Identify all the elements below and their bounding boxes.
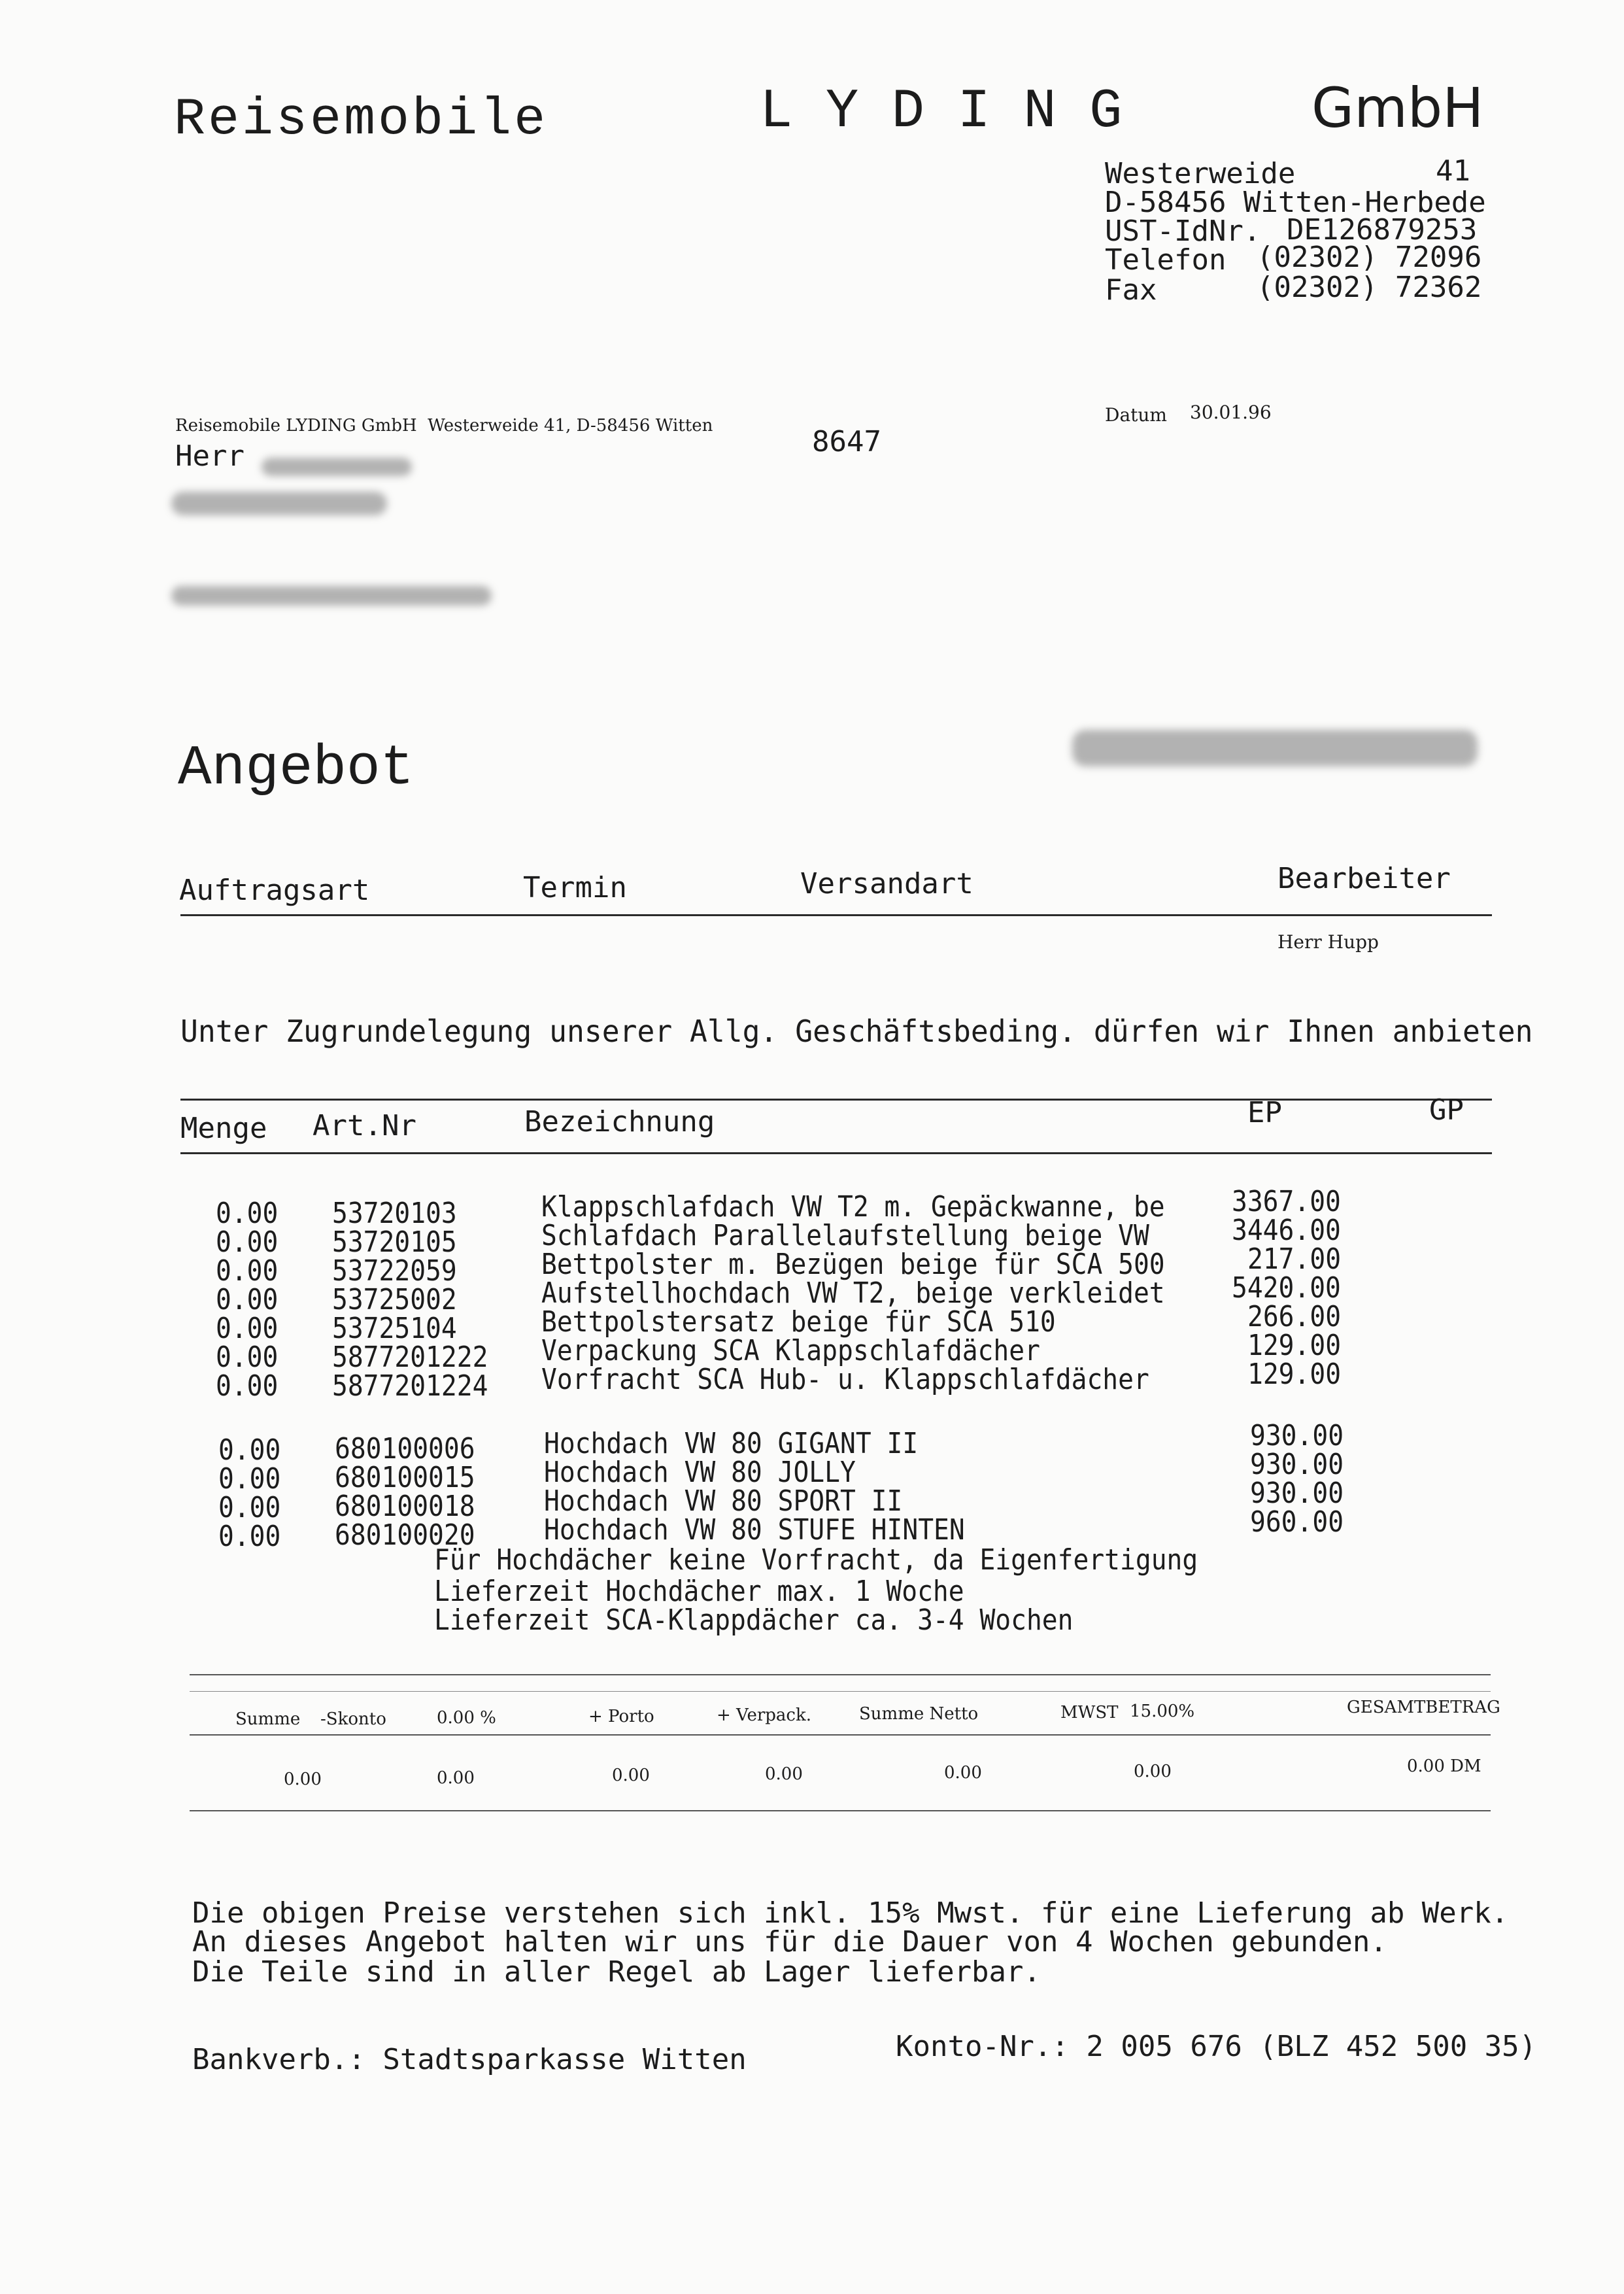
totals-netto-label: Summe Netto [859, 1704, 979, 1724]
company-name-left: Reisemobile [174, 90, 549, 150]
item-artnr: 680100020 [335, 1518, 475, 1552]
table-top-rule [180, 1099, 1492, 1101]
item-artnr: 5877201222 [332, 1341, 488, 1374]
item-ep: 960.00 [1250, 1505, 1344, 1539]
item-bezeichnung: Hochdach VW 80 JOLLY [544, 1456, 856, 1489]
header-versandart: Versandart [800, 867, 973, 900]
item-menge: 0.00 [216, 1369, 279, 1403]
item-menge: 0.00 [216, 1225, 279, 1259]
item-ep: 3367.00 [1232, 1185, 1341, 1218]
footer-line-2: An dieses Angebot halten wir uns für die Dauer von 4 Wochen gebunden. [192, 1925, 1387, 1959]
item-artnr: 53720105 [332, 1225, 457, 1259]
totals-mwst-label: MWST [1060, 1703, 1119, 1722]
date-value: 30.01.96 [1190, 402, 1272, 423]
table-row [216, 1369, 278, 1403]
item-ep: 930.00 [1250, 1477, 1344, 1510]
totals-skonto-percent: 0.00 % [437, 1708, 496, 1728]
redacted-recipient-name [262, 458, 412, 476]
fax-value: (02302) 72362 [1257, 271, 1482, 304]
redacted-recipient-city [171, 586, 492, 606]
item-ep: 3446.00 [1232, 1214, 1341, 1247]
header-bearbeiter: Bearbeiter [1277, 862, 1451, 895]
item-ep: 5420.00 [1232, 1271, 1341, 1305]
phone-label: Telefon [1105, 243, 1226, 277]
totals-mid-rule [190, 1691, 1491, 1692]
item-ep: 129.00 [1247, 1358, 1342, 1391]
col-gp: GP [1429, 1093, 1464, 1127]
sender-line: Reisemobile LYDING GmbH Westerweide 41, D-58456 Witten [175, 416, 713, 436]
company-name-center: L Y D I N G [760, 81, 1123, 143]
item-ep: 930.00 [1250, 1419, 1344, 1452]
item-menge: 0.00 [216, 1254, 279, 1288]
item-artnr: 680100015 [335, 1461, 475, 1494]
totals-porto-value: 0.00 [612, 1766, 650, 1785]
item-bezeichnung: Verpackung SCA Klappschlafdächer [541, 1334, 1040, 1367]
item-ep: 930.00 [1250, 1448, 1344, 1481]
item-bezeichnung: Hochdach VW 80 STUFE HINTEN [544, 1513, 965, 1547]
item-menge: 0.00 [218, 1462, 281, 1496]
header-termin: Termin [523, 871, 627, 904]
item-menge: 0.00 [216, 1341, 279, 1374]
item-ep: 266.00 [1247, 1300, 1342, 1333]
meta-header-rule [180, 914, 1492, 916]
item-bezeichnung: Klappschlafdach VW T2 m. Gepäckwanne, be [541, 1190, 1165, 1224]
item-menge: 0.00 [216, 1283, 279, 1316]
totals-gesamt-label: GESAMTBETRAG [1347, 1698, 1500, 1717]
col-ep: EP [1247, 1096, 1282, 1129]
item-bezeichnung: Bettpolster m. Bezügen beige für SCA 500 [541, 1248, 1165, 1281]
note-line: Lieferzeit Hochdächer max. 1 Woche [434, 1575, 964, 1608]
item-bezeichnung: Schlafdach Parallelaufstellung beige VW [541, 1219, 1149, 1252]
footer-line-1: Die obigen Preise verstehen sich inkl. 15% Mwst. für eine Lieferung ab Werk. [192, 1896, 1509, 1930]
footer-line-3: Die Teile sind in aller Regel ab Lager lieferbar. [192, 1955, 1041, 1989]
totals-verpack-label: + Verpack. [717, 1705, 811, 1725]
item-artnr: 53725002 [332, 1283, 457, 1316]
col-artnr: Art.Nr [313, 1109, 416, 1142]
address-street: Westerweide [1105, 157, 1296, 190]
totals-verpack-value: 0.00 [765, 1764, 803, 1784]
table-row [218, 1520, 280, 1553]
company-name-right: GmbH [1311, 76, 1484, 140]
totals-bottom-rule [190, 1810, 1491, 1811]
redacted-recipient-street [171, 492, 387, 515]
redacted-offer-number [1072, 730, 1478, 766]
item-artnr: 680100018 [335, 1490, 475, 1523]
item-bezeichnung: Vorfracht SCA Hub- u. Klappschlafdächer [541, 1363, 1149, 1396]
totals-summe-label: Summe [235, 1709, 301, 1729]
address-house-no: 41 [1436, 154, 1470, 188]
col-bezeichnung: Bezeichnung [524, 1105, 715, 1138]
intro-sentence: Unter Zugrundelegung unserer Allg. Geschäftsbeding. dürfen wir Ihnen anbieten [180, 1014, 1533, 1049]
recipient-salutation: Herr [175, 439, 245, 473]
header-auftragsart: Auftragsart [179, 874, 370, 907]
item-menge: 0.00 [216, 1197, 279, 1230]
item-artnr: 53722059 [332, 1254, 457, 1288]
item-bezeichnung: Aufstellhochdach VW T2, beige verkleidet [541, 1276, 1165, 1310]
date-label: Datum [1105, 404, 1167, 426]
totals-netto-value: 0.00 [944, 1763, 982, 1783]
ust-value: DE126879253 [1287, 213, 1478, 247]
bank-account: Konto-Nr.: 2 005 676 (BLZ 452 500 35) [896, 2030, 1537, 2063]
totals-gesamt-value: 0.00 DM [1407, 1756, 1481, 1776]
item-menge: 0.00 [216, 1312, 279, 1345]
item-bezeichnung: Hochdach VW 80 SPORT II [544, 1484, 903, 1518]
item-artnr: 5877201224 [332, 1369, 488, 1403]
note-line: Für Hochdächer keine Vorfracht, da Eigenfertigung [434, 1543, 1198, 1577]
totals-header-rule [190, 1734, 1491, 1736]
note-line: Lieferzeit SCA-Klappdächer ca. 3-4 Wochen [434, 1603, 1074, 1637]
item-menge: 0.00 [218, 1491, 281, 1524]
table-header-rule [180, 1152, 1492, 1154]
totals-porto-label: + Porto [588, 1707, 654, 1726]
col-menge: Menge [180, 1112, 267, 1145]
bearbeiter-value: Herr Hupp [1277, 931, 1379, 953]
ust-label: UST-IdNr. [1105, 214, 1261, 248]
item-ep: 129.00 [1247, 1329, 1342, 1362]
totals-skonto-label: -Skonto [320, 1709, 386, 1729]
item-bezeichnung: Hochdach VW 80 GIGANT II [544, 1427, 919, 1460]
bank-name: Bankverb.: Stadtsparkasse Witten [192, 2043, 747, 2076]
address-city: D-58456 Witten-Herbede [1105, 186, 1486, 219]
totals-top-rule [190, 1674, 1491, 1675]
item-menge: 0.00 [218, 1433, 281, 1467]
customer-number: 8647 [812, 425, 881, 458]
totals-summe-value: 0.00 [284, 1770, 322, 1789]
item-artnr: 53720103 [332, 1197, 457, 1230]
phone-value: (02302) 72096 [1257, 241, 1482, 274]
totals-mwst-value: 0.00 [1134, 1762, 1172, 1781]
item-menge: 0.00 [218, 1520, 281, 1553]
totals-skonto-value: 0.00 [437, 1768, 475, 1788]
item-bezeichnung: Bettpolstersatz beige für SCA 510 [541, 1305, 1056, 1339]
document-title: Angebot [178, 736, 414, 800]
fax-label: Fax [1105, 273, 1157, 307]
item-artnr: 680100006 [335, 1432, 475, 1465]
item-artnr: 53725104 [332, 1312, 457, 1345]
item-ep: 217.00 [1247, 1242, 1342, 1276]
totals-mwst-percent: 15.00% [1130, 1702, 1195, 1721]
